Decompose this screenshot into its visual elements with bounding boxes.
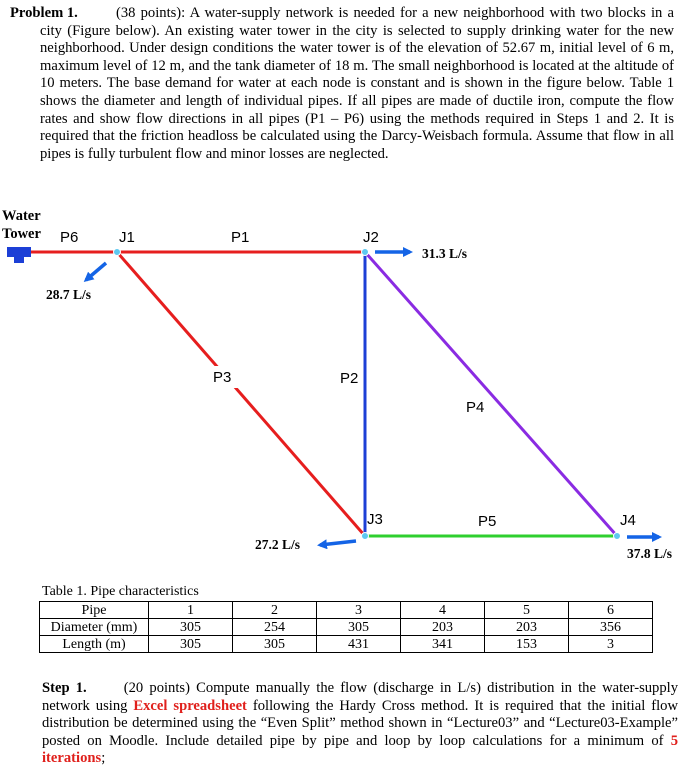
- table-cell: 2: [233, 602, 317, 619]
- table-cell: 5: [485, 602, 569, 619]
- pipe-p5-label: P5: [478, 513, 497, 530]
- table-cell: Length (m): [40, 636, 149, 653]
- junction-j4-node: [614, 533, 621, 540]
- water-label: Water: [2, 208, 41, 224]
- junction-j2-label: J2: [363, 229, 379, 246]
- table-cell: 431: [317, 636, 401, 653]
- table-cell: 203: [485, 619, 569, 636]
- table-cell: 305: [233, 636, 317, 653]
- table-cell: Diameter (mm): [40, 619, 149, 636]
- table-cell: 254: [233, 619, 317, 636]
- table-cell: 305: [149, 636, 233, 653]
- tower-label: Tower: [2, 226, 41, 242]
- pipe-p2-label: P2: [340, 370, 359, 387]
- table-cell: 4: [401, 602, 485, 619]
- table-row: [40, 636, 653, 653]
- pipe-table: [39, 601, 653, 653]
- table-cell: 6: [569, 602, 653, 619]
- table-cell: 3: [569, 636, 653, 653]
- table-cell: 356: [569, 619, 653, 636]
- problem-text: (38 points): A water-supply network is needed for a new neighborhood with two blocks in a city (Figure below). An existing water tower in the city is selected to supply drinking water for the new neighborhood. Under design conditions the water tower is of the elevation of 52.67 m, initial level of 6 m, maximum level of 12 m, and the tank diameter of 18 m. The small neighborhood is located at the altitude of 10 meters. The base demand for water at each node is constant and is shown in the figure below. Table 1 shows the diameter and length of individual pipes. If all pipes are made of ductile iron, compute the flow rates and show flow directions in all pipes (P1 – P6) using the methods required in Steps 1 and 2. It is required that the friction headloss be calculated using the Darcy-Weisbach formula. Assume that flow in all pipes is fully turbulent flow and minor losses are neglected.: [40, 5, 674, 162]
- table-cell: 305: [317, 619, 401, 636]
- table-caption: Table 1. Pipe characteristics: [42, 584, 199, 599]
- pipe-p3: [117, 252, 365, 536]
- iterations-highlight: 5 iterations: [42, 732, 679, 767]
- junction-j3-label: J3: [367, 511, 383, 528]
- junction-j3-node: [362, 533, 369, 540]
- step1-paragraph: [42, 680, 678, 768]
- table-row: [40, 619, 653, 636]
- pipe-p4-label: P4: [466, 399, 485, 416]
- table-cell: 341: [401, 636, 485, 653]
- demand-arrow-j3: [320, 541, 356, 545]
- demand-j3-label: 27.2 L/s: [255, 537, 301, 552]
- step1-text-b: following the Hardy Cross method. It is required that the initial flow distribution be determined using the “Even Split” method shown in “Lecture03” and “Lecture03-Example” posted on Moodle. Include detailed pipe by pipe and loop by loop calculations for a minimum of: [42, 697, 678, 749]
- table-cell: 3: [317, 602, 401, 619]
- demand-j4-label: 37.8 L/s: [627, 546, 673, 561]
- table-cell: 305: [149, 619, 233, 636]
- table-row: [40, 602, 653, 619]
- pipe-p3-label: P3: [213, 369, 232, 386]
- pipe-p6-label: P6: [60, 229, 79, 246]
- junction-j1-label: J1: [119, 229, 135, 246]
- table-cell: 203: [401, 619, 485, 636]
- junction-j4-label: J4: [620, 512, 636, 529]
- junction-j2-node: [362, 249, 369, 256]
- table-cell: 153: [485, 636, 569, 653]
- pipe-p1-label: P1: [231, 229, 250, 246]
- demand-j1-label: 28.7 L/s: [46, 287, 92, 302]
- demand-arrow-j1: [86, 263, 106, 280]
- table-cell: Pipe: [40, 602, 149, 619]
- excel-highlight: Excel spreadsheet: [133, 697, 247, 714]
- junction-j1-node: [114, 249, 121, 256]
- reservoir-icon: [7, 247, 31, 257]
- problem-heading: Problem 1.: [10, 5, 78, 21]
- step1-text-c: ;: [101, 750, 106, 767]
- step1-text-a: (20 points) Compute manually the flow (discharge in L/s) distribution in the water-supply network using: [42, 680, 679, 714]
- pipe-p4: [365, 252, 617, 536]
- step1-heading: Step 1.: [42, 680, 87, 696]
- demand-j2-label: 31.3 L/s: [422, 246, 468, 261]
- table-cell: 1: [149, 602, 233, 619]
